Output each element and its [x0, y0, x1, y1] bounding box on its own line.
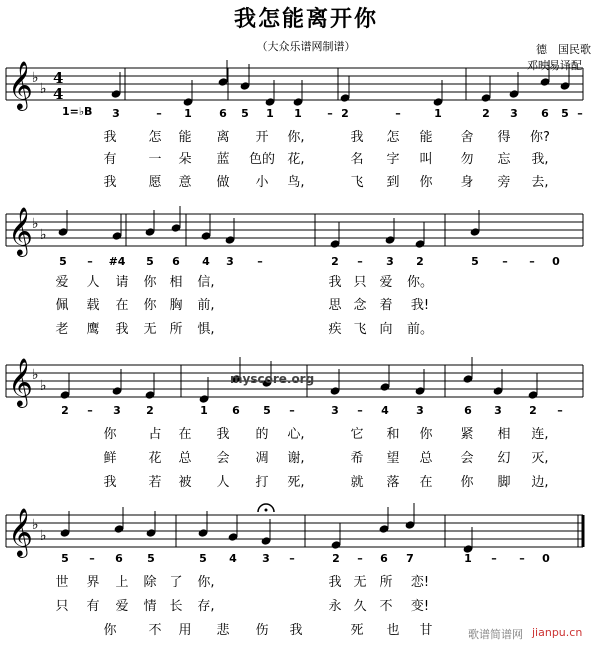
lyric-syllable: 它 [350, 427, 364, 442]
lyric-syllable: 甘 [419, 623, 433, 638]
lyric-syllable: 怎 [148, 130, 162, 145]
lyric-syllable: 希 [350, 451, 364, 466]
jianpu-note: 3 [262, 552, 270, 565]
jianpu-row [0, 552, 612, 568]
jianpu-note: 5 [561, 107, 569, 120]
time-signature-top: 4 [53, 69, 64, 87]
lyric-syllable: 死 [350, 623, 364, 638]
flat-sign: ♭ [32, 216, 39, 232]
lyric-syllable: 只 [353, 275, 367, 290]
jianpu-note: 6 [232, 404, 240, 417]
jianpu-note: – [519, 552, 525, 565]
lyric-syllable: 着 [379, 298, 393, 313]
lyric-syllable: 若 [148, 475, 162, 490]
lyric-syllable: 会 [460, 451, 474, 466]
treble-clef: 𝄞 [8, 60, 33, 109]
flat-sign: ♭ [40, 81, 47, 97]
jianpu-note: 1 [294, 107, 302, 120]
jianpu-note: – [89, 552, 95, 565]
lyric-syllable: 总 [419, 451, 433, 466]
lyric-syllable: 色的 [248, 152, 276, 167]
jianpu-note: 1 [266, 107, 274, 120]
jianpu-note: 3 [331, 404, 339, 417]
jianpu-note: 2 [331, 255, 339, 268]
lyric-syllable: 舍 [460, 130, 474, 145]
lyric-syllable: 你 [143, 298, 157, 313]
lyric-syllable: 紧 [460, 427, 474, 442]
myscore-watermark: myscore.org [230, 372, 315, 386]
lyric-syllable: 到 [386, 175, 400, 190]
lyric-syllable: 世 [55, 575, 69, 590]
lyric-syllable: 上 [115, 575, 129, 590]
lyric-syllable: 你 [419, 427, 433, 442]
jianpu-note: – [577, 107, 583, 120]
lyric-syllable: 存, [197, 599, 215, 614]
lyric-syllable: 的 [255, 427, 269, 442]
jianpu-note: – [502, 255, 508, 268]
lyric-syllable: 飞 [353, 322, 367, 337]
jianpu-note: – [357, 552, 363, 565]
lyric-syllable: 落 [386, 475, 400, 490]
jianpu-note: 0 [542, 552, 550, 565]
lyric-syllable: 我 [328, 275, 342, 290]
lyric-syllable: 我 [103, 475, 117, 490]
jianpu-note: 3 [510, 107, 518, 120]
jianpu-note: – [357, 404, 363, 417]
lyric-syllable: 爱 [55, 275, 69, 290]
lyric-syllable: 凋 [255, 451, 269, 466]
lyric-syllable: 念 [353, 298, 367, 313]
jianpu-note: 2 [146, 404, 154, 417]
jianpu-note: 3 [112, 107, 120, 120]
jianpu-note: 3 [494, 404, 502, 417]
lyric-syllable: 你 [460, 475, 474, 490]
lyric-syllable: 朵 [178, 152, 192, 167]
lyric-syllable: 请 [115, 275, 129, 290]
lyric-syllable: 你 [103, 427, 117, 442]
lyric-syllable: 变! [410, 599, 430, 614]
lyric-syllable: 小 [255, 175, 269, 190]
lyric-line [0, 152, 612, 174]
lyric-line [0, 475, 612, 497]
lyric-syllable: 所 [379, 575, 393, 590]
lyric-syllable: 无 [143, 322, 157, 337]
lyric-syllable: 我 [289, 623, 303, 638]
lyric-syllable: 名 [350, 152, 364, 167]
jianpu-row [0, 255, 612, 271]
lyric-syllable: 用 [178, 623, 192, 638]
time-signature-bottom: 4 [53, 85, 64, 103]
lyric-line [0, 427, 612, 449]
flat-sign: ♭ [32, 367, 39, 383]
lyric-syllable: 我 [115, 322, 129, 337]
lyric-syllable: 灭, [531, 451, 549, 466]
lyric-syllable: 你, [287, 130, 305, 145]
jianpu-note: – [156, 107, 162, 120]
lyric-syllable: 信, [197, 275, 215, 290]
lyric-syllable: 忘 [497, 152, 511, 167]
lyric-syllable: 爱 [379, 275, 393, 290]
key-signature: 1=♭B [62, 105, 93, 118]
jianpu-note: 5 [59, 255, 67, 268]
lyric-syllable: 不 [148, 623, 162, 638]
jianpu-row [0, 107, 612, 123]
lyric-syllable: 一 [148, 152, 162, 167]
lyric-syllable: 我 [328, 575, 342, 590]
lyric-syllable: 了 [169, 575, 183, 590]
lyric-syllable: 载 [86, 298, 100, 313]
lyric-syllable: 疾 [328, 322, 342, 337]
origin-credit: 德 国民歌 [536, 43, 591, 56]
lyric-syllable: 愿 [148, 175, 162, 190]
lyric-syllable: 身 [460, 175, 474, 190]
lyric-syllable: 在 [115, 298, 129, 313]
jianpu-note: 4 [381, 404, 389, 417]
lyric-syllable: 前。 [406, 322, 434, 337]
jianpu-note: 2 [416, 255, 424, 268]
lyric-line [0, 575, 612, 597]
flat-sign: ♭ [40, 227, 47, 243]
jianpu-note: 3 [386, 255, 394, 268]
lyric-syllable: 长 [169, 599, 183, 614]
lyric-syllable: 我 [216, 427, 230, 442]
lyric-syllable: 会 [216, 451, 230, 466]
jianpu-note: 2 [482, 107, 490, 120]
lyric-syllable: 幻 [497, 451, 511, 466]
lyric-syllable: 伤 [255, 623, 269, 638]
lyric-syllable: 旁 [497, 175, 511, 190]
flat-sign: ♭ [40, 528, 47, 544]
treble-clef: 𝄞 [8, 507, 33, 556]
jianpu-note: 2 [529, 404, 537, 417]
lyric-syllable: 我 [103, 130, 117, 145]
lyric-syllable: 死, [287, 475, 305, 490]
lyric-syllable: 你, [197, 575, 215, 590]
lyric-syllable: 离 [216, 130, 230, 145]
jianpu-note: 5 [263, 404, 271, 417]
lyric-syllable: 我! [410, 298, 430, 313]
lyric-line [0, 298, 612, 320]
lyric-syllable: 胸 [169, 298, 183, 313]
lyric-line [0, 175, 612, 197]
jianpu-note: 5 [61, 552, 69, 565]
jianpu-note: 1 [184, 107, 192, 120]
jianpu-note: – [257, 255, 263, 268]
jianpu-note: 3 [416, 404, 424, 417]
lyric-syllable: 鸟, [287, 175, 305, 190]
lyric-syllable: 无 [353, 575, 367, 590]
lyric-syllable: 你? [530, 130, 550, 145]
lyric-syllable: 意 [178, 175, 192, 190]
lyric-syllable: 有 [103, 152, 117, 167]
jianpu-note: 1 [434, 107, 442, 120]
lyric-syllable: 我 [103, 175, 117, 190]
fermata-dot [265, 509, 268, 512]
lyric-syllable: 思 [328, 298, 342, 313]
arranger-credit: 邓映易译配 [527, 59, 582, 72]
lyric-syllable: 总 [178, 451, 192, 466]
treble-clef: 𝄞 [8, 357, 33, 406]
jianpu-note: 6 [541, 107, 549, 120]
site-watermark: 歌谱简谱网 [468, 628, 523, 641]
lyric-syllable: 脚 [497, 475, 511, 490]
lyric-syllable: 永 [328, 599, 342, 614]
jianpu-note: – [357, 255, 363, 268]
lyric-syllable: 我, [531, 152, 549, 167]
jianpu-row [0, 404, 612, 420]
lyric-syllable: 只 [55, 599, 69, 614]
lyric-syllable: 谢, [287, 451, 305, 466]
lyric-syllable: 能 [419, 130, 433, 145]
lyric-syllable: 在 [419, 475, 433, 490]
jianpu-note: #4 [108, 255, 126, 268]
jianpu-note: 5 [241, 107, 249, 120]
lyric-syllable: 鲜 [103, 451, 117, 466]
lyric-syllable: 占 [148, 427, 162, 442]
lyric-syllable: 界 [86, 575, 100, 590]
flat-sign: ♭ [32, 517, 39, 533]
jianpu-note: – [557, 404, 563, 417]
lyric-syllable: 惧, [197, 322, 215, 337]
jianpu-note: 6 [219, 107, 227, 120]
jianpu-note: 3 [226, 255, 234, 268]
lyric-syllable: 花, [287, 152, 305, 167]
jianpu-note: 2 [332, 552, 340, 565]
lyric-syllable: 有 [86, 599, 100, 614]
jianpu-note: 5 [199, 552, 207, 565]
lyric-syllable: 蓝 [216, 152, 230, 167]
lyric-line [0, 130, 612, 152]
jianpu-note: 0 [552, 255, 560, 268]
jianpu-note: 6 [380, 552, 388, 565]
lyric-syllable: 得 [497, 130, 511, 145]
lyric-syllable: 开 [255, 130, 269, 145]
lyric-syllable: 连, [531, 427, 549, 442]
jianpu-note: 3 [113, 404, 121, 417]
subtitle: （大众乐谱网制谱） [256, 40, 356, 53]
jianpu-note: 6 [172, 255, 180, 268]
lyric-syllable: 被 [178, 475, 192, 490]
lyric-syllable: 相 [169, 275, 183, 290]
jianpu-note: 5 [471, 255, 479, 268]
lyric-syllable: 做 [216, 175, 230, 190]
lyric-syllable: 就 [350, 475, 364, 490]
jianpu-note: 4 [229, 552, 237, 565]
lyric-syllable: 叫 [419, 152, 433, 167]
lyric-line [0, 599, 612, 621]
treble-clef: 𝄞 [8, 206, 33, 255]
lyric-syllable: 心, [287, 427, 305, 442]
site-watermark-2: jianpu.cn [532, 626, 583, 639]
jianpu-note: 2 [61, 404, 69, 417]
jianpu-note: 6 [115, 552, 123, 565]
lyric-syllable: 怎 [386, 130, 400, 145]
lyric-syllable: 前, [197, 298, 215, 313]
lyric-line [0, 451, 612, 473]
jianpu-note: – [327, 107, 333, 120]
lyric-syllable: 望 [386, 451, 400, 466]
jianpu-note: 7 [406, 552, 414, 565]
lyric-syllable: 悲 [216, 623, 230, 638]
lyric-syllable: 老 [55, 322, 69, 337]
lyric-syllable: 爱 [115, 599, 129, 614]
lyric-syllable: 和 [386, 427, 400, 442]
lyric-syllable: 除 [143, 575, 157, 590]
lyric-line [0, 322, 612, 344]
jianpu-note: – [87, 404, 93, 417]
lyric-syllable: 人 [216, 475, 230, 490]
lyric-syllable: 恋! [410, 575, 430, 590]
lyric-syllable: 你。 [406, 275, 434, 290]
jianpu-note: – [491, 552, 497, 565]
lyric-syllable: 你 [419, 175, 433, 190]
lyric-syllable: 向 [379, 322, 393, 337]
lyric-syllable: 相 [497, 427, 511, 442]
lyric-syllable: 在 [178, 427, 192, 442]
lyric-syllable: 花 [148, 451, 162, 466]
flat-sign: ♭ [40, 378, 47, 394]
jianpu-note: 5 [147, 552, 155, 565]
jianpu-note: 5 [146, 255, 154, 268]
lyric-syllable: 边, [531, 475, 549, 490]
lyric-syllable: 情 [143, 599, 157, 614]
lyric-syllable: 所 [169, 322, 183, 337]
lyric-syllable: 飞 [350, 175, 364, 190]
lyric-line [0, 275, 612, 297]
lyric-syllable: 你 [143, 275, 157, 290]
lyric-syllable: 不 [379, 599, 393, 614]
lyric-syllable: 能 [178, 130, 192, 145]
jianpu-note: – [289, 552, 295, 565]
lyric-syllable: 佩 [55, 298, 69, 313]
jianpu-note: 2 [341, 107, 349, 120]
flat-sign: ♭ [32, 70, 39, 86]
jianpu-note: – [87, 255, 93, 268]
lyric-syllable: 你 [103, 623, 117, 638]
lyric-syllable: 人 [86, 275, 100, 290]
jianpu-note: 4 [202, 255, 210, 268]
lyric-syllable: 我 [350, 130, 364, 145]
jianpu-note: – [529, 255, 535, 268]
jianpu-note: 6 [464, 404, 472, 417]
lyric-syllable: 字 [386, 152, 400, 167]
lyric-syllable: 打 [255, 475, 269, 490]
lyric-syllable: 久 [353, 599, 367, 614]
lyric-syllable: 也 [386, 623, 400, 638]
jianpu-note: 1 [200, 404, 208, 417]
jianpu-note: – [289, 404, 295, 417]
jianpu-note: – [395, 107, 401, 120]
lyric-syllable: 鹰 [86, 322, 100, 337]
lyric-syllable: 勿 [460, 152, 474, 167]
song-title: 我怎能离开你 [233, 7, 378, 32]
lyric-syllable: 去, [531, 175, 549, 190]
jianpu-note: 1 [464, 552, 472, 565]
